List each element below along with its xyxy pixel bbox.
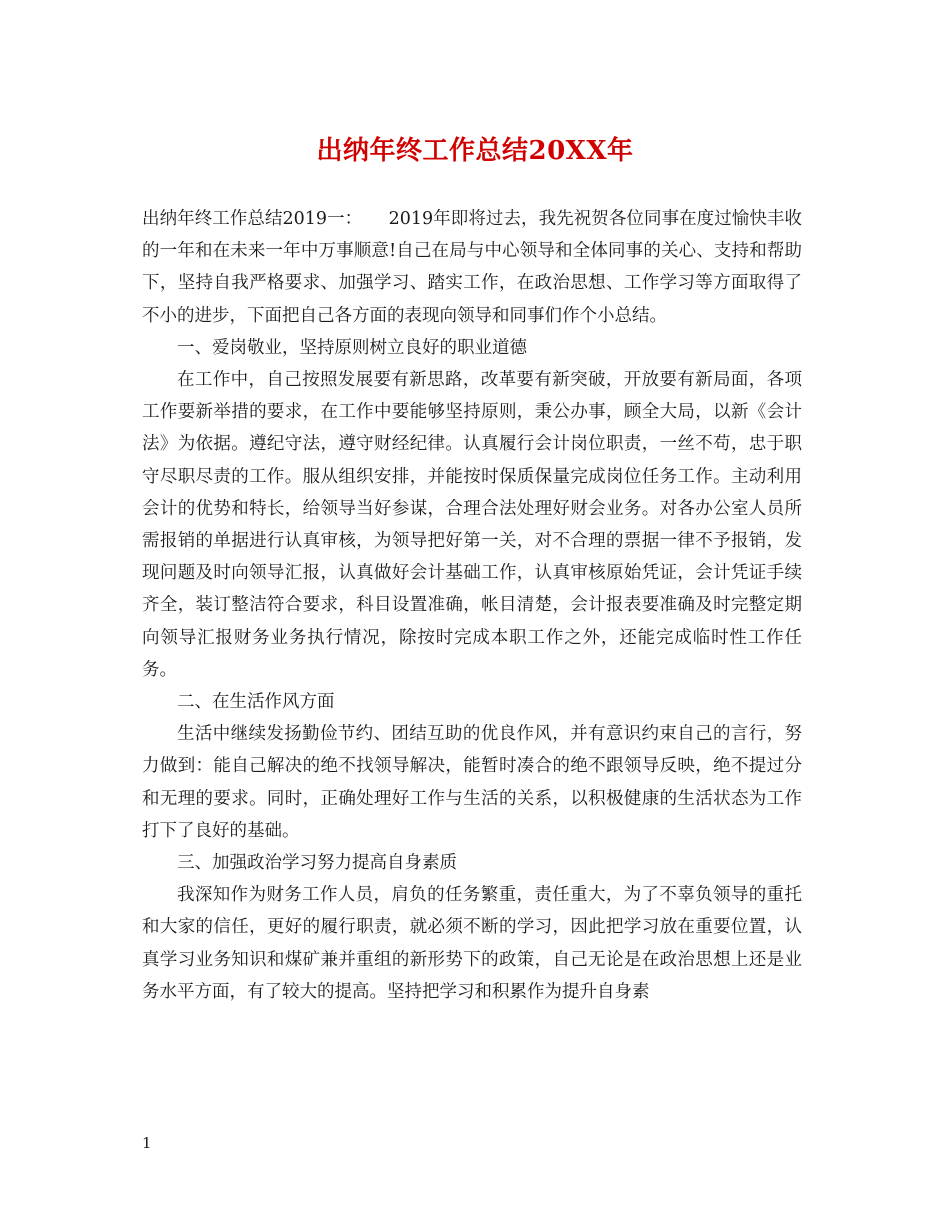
document-title: 出纳年终工作总结20XX年: [316, 136, 634, 166]
paragraph-section-3: 我深知作为财务工作人员，肩负的任务繁重，责任重大，为了不辜负领导的重托和大家的信任，更好的履行职责，就必须不断的学习，因此把学习放在重要位置，认真学习业务知识和煤矿兼并重组的新形势下的政策，自己无论是在政治思想上还是业务水平方面，有了较大的提高。坚持把学习和积累作为提升自身素: [142, 885, 802, 1002]
paragraph-section-2: 生活中继续发扬勤俭节约、团结互助的优良作风，并有意识约束自己的言行，努力做到：能自己解决的绝不找领导解决，能暂时凑合的绝不跟领导反映，绝不提过分和无理的要求。同时，正确处理好工作与生活的关系，以积极健康的生活状态为工作打下了良好的基础。: [142, 724, 802, 841]
section-heading-1: 一、爱岗敬业，坚持原则树立良好的职业道德: [177, 337, 527, 358]
page-number: 1: [142, 1134, 152, 1152]
document-body: [142, 203, 802, 1008]
section-heading-3: 三、加强政治学习努力提高自身素质: [177, 853, 457, 874]
paragraph-section-1: 在工作中，自己按照发展要有新思路，改革要有新突破，开放要有新局面，各项工作要新举措的要求，在工作中要能够坚持原则，秉公办事，顾全大局，以新《会计法》为依据。遵纪守法，遵守财经纪律。认真履行会计岗位职责，一丝不苟，忠于职守尽职尽责的工作。服从组织安排，并能按时保质保量完成岗位任务工作。主动利用会计的优势和特长，给领导当好参谋，合理合法处理好财会业务。对各办公室人员所需报销的单据进行认真审核，为领导把好第一关，对不合理的票据一律不予报销，发现问题及时向领导汇报，认真做好会计基础工作，认真审核原始凭证，会计凭证手续齐全，装订整洁符合要求，科目设置准确，帐目清楚，会计报表要准确及时完整定期向领导汇报财务业务执行情况，除按时完成本职工作之外，还能完成临时性工作任务。: [142, 370, 802, 680]
paragraph-intro: 出纳年终工作总结2019一： 2019年即将过去，我先祝贺各位同事在度过愉快丰收的一年和在未来一年中万事顺意!自己在局与中心领导和全体同事的关心、支持和帮助下，坚持自我严格要求、加强学习、踏实工作，在政治思想、工作学习等方面取得了不小的进步，下面把自己各方面的表现向领导和同事们作个小总结。: [142, 209, 802, 326]
section-heading-2: 二、在生活作风方面: [177, 692, 335, 713]
